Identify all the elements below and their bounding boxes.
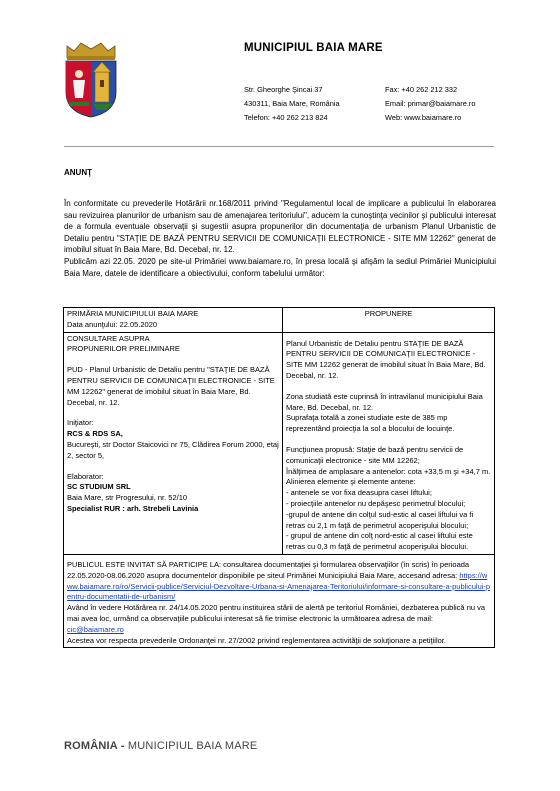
pud-description: PUD - Planul Urbanistic de Detaliu pentru "STAŢIE DE BAZĂ PENTRU SERVICII DE COMUNICAŢII ELECTRONICE - SITE MM 12262" generat de imobilul situat în Baia Mare, Bd. Decebal, nr. 12. — [67, 365, 275, 407]
footer-municipality: MUNICIPIUL BAIA MARE — [124, 740, 258, 752]
proposal-plan: Planul Urbanistic de Detaliu pentru STAŢIE DE BAZĂ PENTRU SERVICII DE COMUNICAŢII ELECTRONICE - SITE MM 12262 generat de imobilul situat în Baia Mare, Bd. Decebal, nr. 12. — [286, 338, 486, 380]
proposal-item-4: - grupul de antene din colţ nord-estic al casei liftului este retras cu 0,3 m faţă de perimetrul acoperişului blocului. — [286, 531, 473, 552]
footer-country: ROMÂNIA - — [64, 740, 125, 752]
notice-paragraph-1: În conformitate cu prevederile Hotărârii nr.168/2011 privind "Regulamentul local de implicare a publicului în elaborarea sau revizuirea planurilor de urbanism sau de amenajarea teritoriului", aducem la cunoştinţa vecinilor şi publicului interesat de a formula eventuale observaţii şi sugestii asupra propunerilor din documentaţia de urbanism Planul Urbanistic de Detaliu pentru "STAŢIE DE BAZĂ PENTRU SERVICII DE COMUNICAŢII ELECTRONICE - SITE MM 12262" generat de imobilul situat în Baia Mare, Bd. Decebal, nr. 12. — [64, 199, 496, 255]
table-header-left — [64, 308, 283, 333]
proposal-cell — [283, 332, 495, 554]
proposal-item-1: - antenele se vor fixa deasupra casei liftului; — [286, 488, 432, 498]
notice-heading: ANUNŢ — [64, 168, 92, 177]
initiator-name: RCS & RDS SA, — [67, 429, 123, 439]
address-street: Str. Gheorghe Şincai 37 — [244, 85, 323, 94]
contact-fax: Fax: +40 262 212 332 — [385, 85, 458, 94]
proposal-item-2: - proiecţiile antenelor nu depăşesc perimetrul blocului; — [286, 498, 466, 508]
notice-body — [64, 198, 496, 279]
address-block — [244, 83, 340, 125]
proposal-height: Înălţimea de amplasare a antenelor: cota +33,5 m şi +34,7 m. — [286, 466, 491, 476]
contact-web: Web: www.baiamare.ro — [385, 113, 462, 122]
announcement-table — [63, 307, 495, 648]
proposal-item-3: -grupul de antene din colţul sud-estic al casei liftului va fi retras cu 2,1 m faţă de perimetrul acoperişului blocului; — [286, 509, 474, 530]
proposal-alignment: Alinierea elemente şi elemente antene: — [286, 477, 416, 487]
public-invitation-row — [64, 554, 495, 647]
address-city: 430311, Baia Mare, România — [244, 99, 340, 108]
consultation-title-2: PROPUNERILOR PRELIMINARE — [67, 344, 180, 354]
municipality-title: MUNICIPIUL BAIA MARE — [244, 42, 383, 54]
announcement-date: Data anunţului: 22.05.2020 — [67, 319, 158, 329]
table-body-row — [64, 332, 495, 554]
page-footer — [64, 740, 257, 752]
email-link[interactable]: cic@baiamare.ro — [67, 624, 124, 634]
table-header-right: PROPUNERE — [283, 308, 495, 333]
consultation-title-1: CONSULTARE ASUPRA — [67, 333, 150, 343]
petition-text: Acestea vor respecta prevederile Ordonanţei nr. 27/2002 privind reglementarea activităţii de soluţionare a petiţiilor. — [67, 635, 446, 645]
initiator-address: Bucureşti, str Doctor Staicovici nr 75, Clădirea Forum 2000, etaj 2, sector 5, — [67, 439, 279, 460]
alert-state-text — [67, 603, 491, 635]
elaborator-address: Baia Mare, str Progresului, nr. 52/10 — [67, 493, 188, 503]
contact-block — [385, 83, 475, 125]
proposal-zone: Zona studiată este cuprinsă în intravilanul municipiului Baia Mare, Bd. Decebal, nr. 12. — [286, 391, 483, 412]
initiator-label: Iniţiator: — [67, 418, 94, 428]
notice-paragraph-2: Publicăm azi 22.05. 2020 pe site-ul Primăriei www.baiamare.ro, în presa locală şi afişăm la sediul Primăriei Municipiului Baia Mare, datele de identificare a obiectivului, conform tabelului următor: — [64, 256, 496, 278]
contact-email: Email: primar@baiamare.ro — [385, 99, 476, 108]
specialist: Specialist RUR : arh. Strebeli Lavinia — [67, 503, 199, 513]
elaborator-name: SC STUDIUM SRL — [67, 482, 131, 492]
institution-name: PRIMĂRIA MUNICIPIULUI BAIA MARE — [67, 309, 199, 318]
consultation-cell — [64, 332, 283, 554]
consultation-link[interactable]: https://www.baiamare.ro/ro/Servicii-publice/Serviciul-Dezvoltare-Urbana-si-Amenajarea-Teritoriului/informare-si-consultare-a-publicului-pentru-documentatii-de-urbanism/ — [67, 570, 491, 602]
address-phone: Telefon: +40 262 213 824 — [244, 113, 328, 122]
public-invitation-cell — [64, 554, 495, 647]
public-invitation-intro: PUBLICUL ESTE INVITAT SĂ PARTICIPE LA: consultarea documentaţiei şi formularea observaţiilor (în scris) în perioada 22.05.2020-08.06.2020 asupra documentelor disponibile pe siteul Primăriei Municipiului Baia Mare, accesand adresa: — [67, 559, 470, 580]
public-invitation-text — [67, 560, 491, 603]
coat-of-arms-logo — [57, 40, 125, 118]
header-divider — [64, 146, 494, 147]
table-header-row — [64, 308, 495, 333]
elaborator-label: Elaborator: — [67, 471, 104, 481]
alert-state-intro: Având în vedere Hotărârea nr. 24/14.05.2020 pentru instituirea stării de alertă pe teritoriul României, dezbaterea publică nu va mai avea loc, urmând ca observaţiile publicului interesat să fie trimise electronic la următoarea adresa de mail: — [67, 603, 486, 623]
proposal-function: Funcţiunea propusă: Staţie de bază pentru servicii de comunicaţii electronice - site MM 12262; — [286, 444, 464, 465]
proposal-area: Suprafaţa totală a zonei studiate este de 385 mp reprezentând proiecţia la sol a blocului de locuinţe. — [286, 413, 455, 434]
